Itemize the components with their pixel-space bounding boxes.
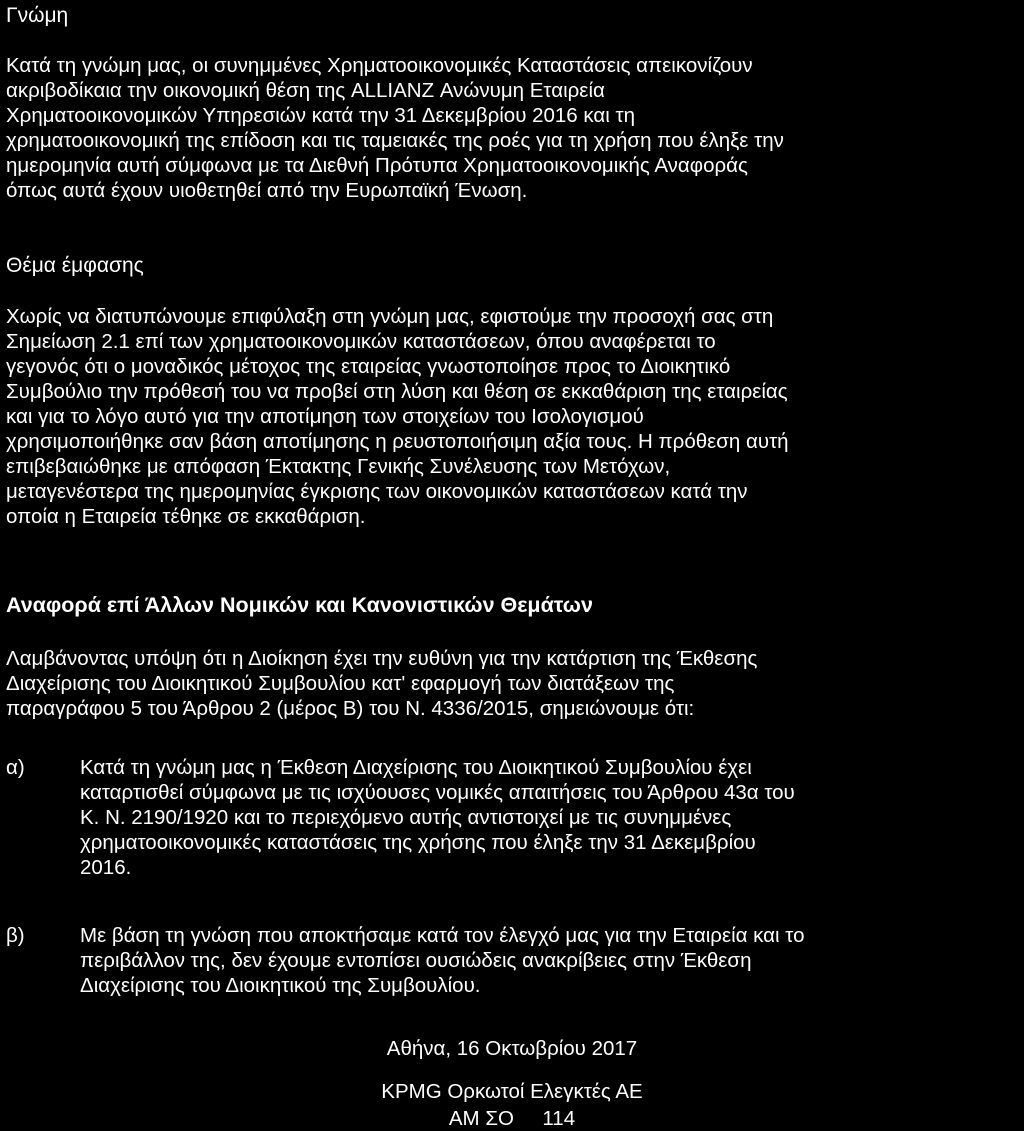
emphasis-line: επιβεβαιώθηκε με απόφαση Έκτακτης Γενικής Συνέλευσης των Μετόχων, [6, 455, 671, 478]
audit-firm: KPMG Ορκωτοί Ελεγκτές ΑΕ [381, 1080, 643, 1103]
emphasis-line: μεταγενέστερα της ημερομηνίας έγκρισης των οικονομικών καταστάσεων κατά την [6, 480, 748, 503]
item-line: 2016. [80, 856, 132, 879]
emphasis-line: οποία η Εταιρεία τέθηκε σε εκκαθάριση. [6, 505, 366, 528]
list-item-text [80, 755, 795, 880]
emphasis-line: Χωρίς να διατυπώνουμε επιφύλαξη στη γνώμη μας, εφιστούμε την προσοχή σας στη [6, 305, 774, 328]
item-line: περιβάλλον της, δεν έχουμε εντοπίσει ουσιώδεις ανακρίβειες στην Έκθεση [80, 949, 752, 972]
emphasis-paragraph [6, 304, 1024, 529]
intro-line: Διαχείρισης του Διοικητικού Συμβουλίου κατ' εφαρμογή των διατάξεων της [6, 672, 675, 695]
opinion-line: χρηματοοικονομική της επίδοση και τις ταμειακές της ροές για τη χρήση που έληξε την [6, 129, 784, 152]
intro-line: Λαμβάνοντας υπόψη ότι η Διοίκηση έχει την ευθύνη για την κατάρτιση της Έκθεσης [6, 647, 758, 670]
emphasis-line: Συμβούλιο την πρόθεσή του να προβεί στη λύση και θέση σε εκκαθάριση της εταιρείας [6, 380, 788, 403]
list-marker: α) [6, 756, 25, 779]
item-line: Με βάση τη γνώση που αποκτήσαμε κατά τον έλεγχό μας για την Εταιρεία και το [80, 924, 805, 947]
item-line: Κατά τη γνώμη μας η Έκθεση Διαχείρισης του Διοικητικού Συμβουλίου έχει [80, 756, 752, 779]
opinion-heading: Γνώμη [6, 4, 69, 27]
emphasis-heading: Θέμα έμφασης [6, 254, 144, 277]
other-matters-intro [6, 646, 1024, 721]
list-item-text [80, 923, 805, 998]
opinion-line: ακριβοδίκαια την οικονομική θέση της ALLIANZ Ανώνυμη Εταιρεία [6, 79, 605, 102]
other-matters-heading: Αναφορά επί Άλλων Νομικών και Κανονιστικών Θεμάτων [6, 593, 593, 617]
opinion-paragraph [6, 53, 1024, 203]
item-line: καταρτισθεί σύμφωνα με τις ισχύουσες νομικές απαιτήσεις του Άρθρου 43α του [80, 781, 795, 804]
emphasis-line: Σημείωση 2.1 επί των χρηματοοικονομικών καταστάσεων, όπου αναφέρεται το [6, 330, 716, 353]
item-line: Διαχείρισης του Διοικητικού της Συμβουλίου. [80, 974, 481, 997]
emphasis-line: και για το λόγο αυτό για την αποτίμηση των στοιχείων του Ισολογισμού [6, 405, 644, 428]
intro-line: παραγράφου 5 του Άρθρου 2 (μέρος Β) του Ν. 4336/2015, σημειώνουμε ότι: [6, 697, 695, 720]
item-line: Κ. Ν. 2190/1920 και το περιεχόμενο αυτής αντιστοιχεί με τις συνημμένες [80, 806, 732, 829]
emphasis-line: γεγονός ότι ο μοναδικός μέτοχος της εταιρείας γνωστοποίησε προς το Διοικητικό [6, 355, 731, 378]
item-line: χρηματοοικονομικές καταστάσεις της χρήσης που έληξε την 31 Δεκεμβρίου [80, 831, 756, 854]
opinion-line: όπως αυτά έχουν υιοθετηθεί από την Ευρωπαϊκή Ένωση. [6, 179, 528, 202]
opinion-line: Χρηματοοικονομικών Υπηρεσιών κατά την 31 Δεκεμβρίου 2016 και τη [6, 104, 636, 127]
opinion-line: ημερομηνία αυτή σύμφωνα με τα Διεθνή Πρότυπα Χρηματοοικονομικής Αναφοράς [6, 154, 748, 177]
list-marker: β) [6, 924, 25, 947]
registry-number: ΑΜ ΣΟ 114 [448, 1107, 576, 1130]
place-date: Αθήνα, 16 Οκτωβρίου 2017 [386, 1037, 638, 1060]
opinion-line: Κατά τη γνώμη μας, οι συνημμένες Χρηματοοικονομικές Καταστάσεις απεικονίζουν [6, 54, 753, 77]
emphasis-line: χρησιμοποιήθηκε σαν βάση αποτίμησης η ρευστοποιήσιμη αξία τους. Η πρόθεση αυτή [6, 430, 789, 453]
